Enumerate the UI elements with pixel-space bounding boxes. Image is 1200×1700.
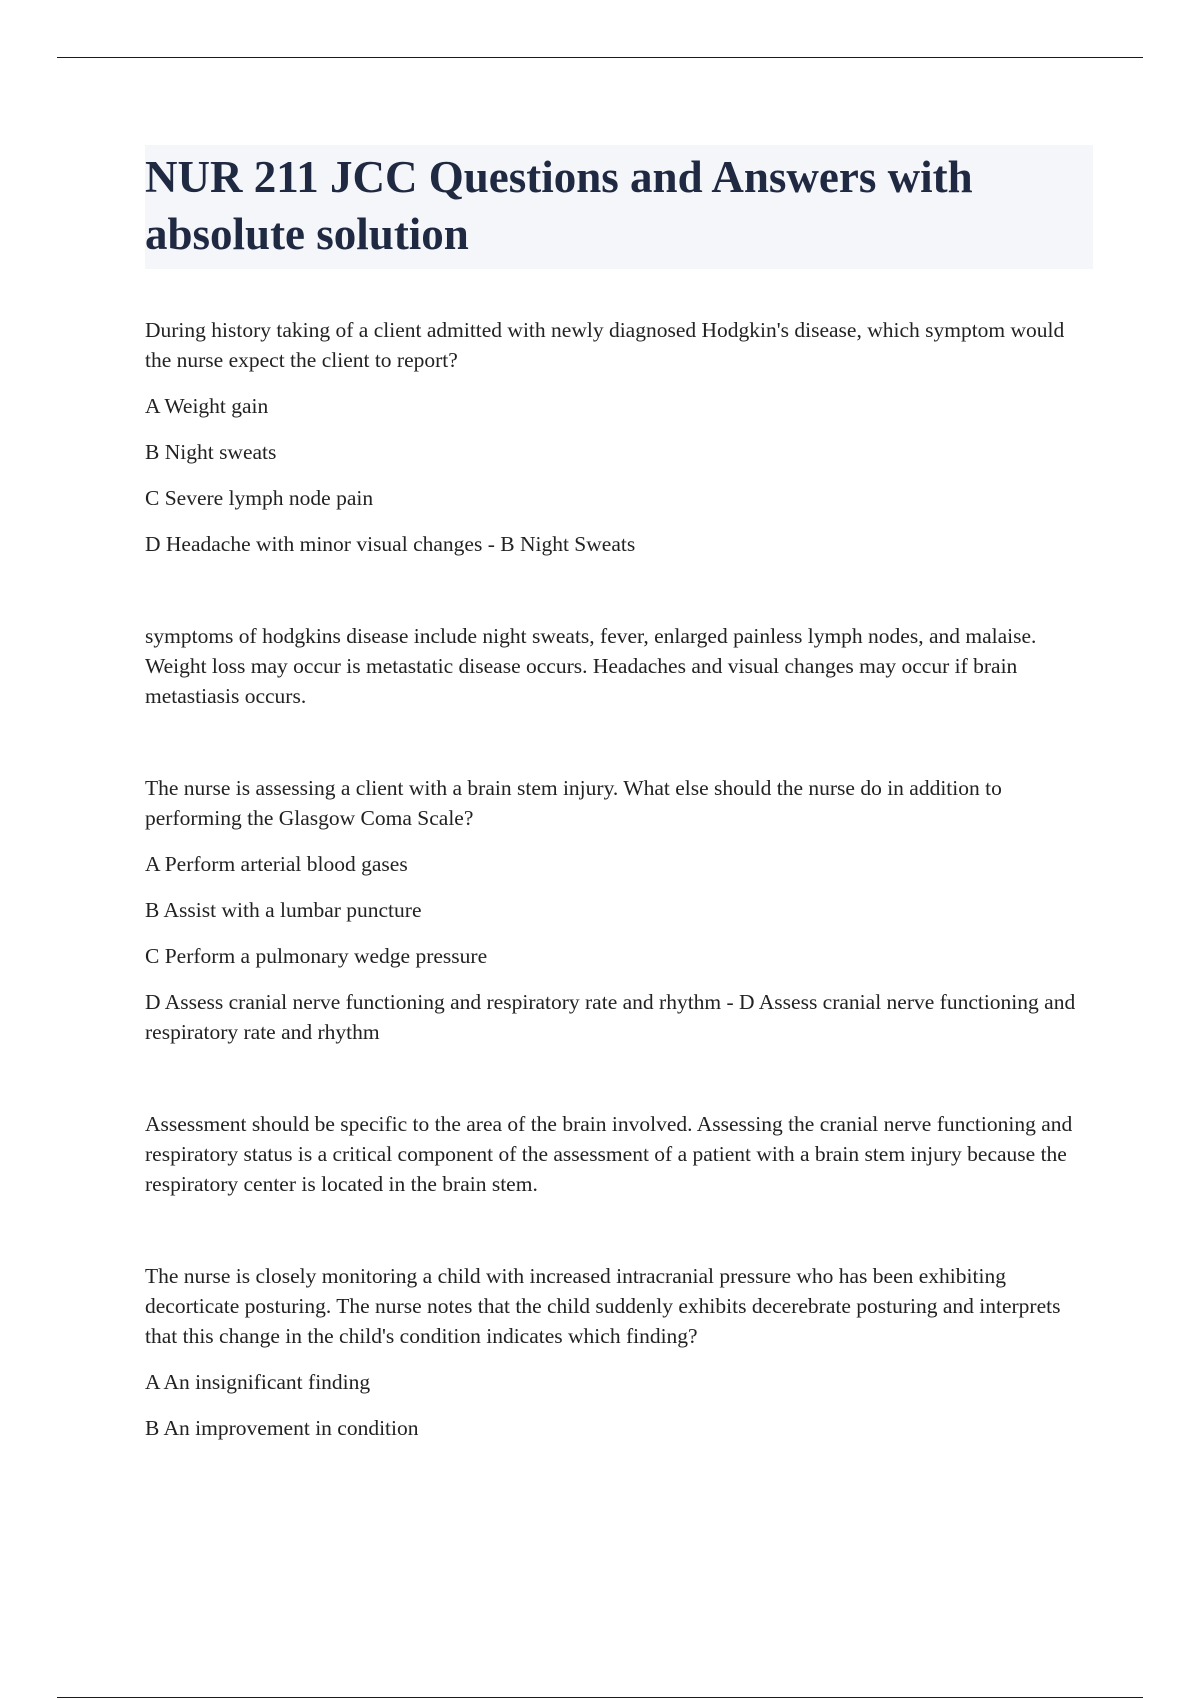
question-text: The nurse is assessing a client with a brain stem injury. What else should the nurse do in addition to performing the Glasgow Coma Scale? [145, 776, 1002, 830]
question-text: During history taking of a client admitted with newly diagnosed Hodgkin's disease, which symptom would the nurse expect the client to report? [145, 318, 1065, 372]
document-body [145, 145, 1095, 1459]
bottom-divider [57, 1697, 1143, 1698]
document-title: NUR 211 JCC Questions and Answers with absolute solution [145, 152, 973, 259]
answer-option: A Weight gain [145, 394, 269, 418]
answer-option: B Assist with a lumbar puncture [145, 898, 422, 922]
question-block-2 [145, 773, 1095, 1199]
answer-explanation: Assessment should be specific to the area of the brain involved. Assessing the cranial nerve functioning and respiratory status is a critical component of the assessment of a patient with a brain stem injury because the respiratory center is located in the brain stem. [145, 1112, 1073, 1196]
answer-option: C Severe lymph node pain [145, 486, 374, 510]
answer-option: C Perform a pulmonary wedge pressure [145, 944, 488, 968]
top-divider [57, 57, 1143, 58]
question-block-3 [145, 1261, 1095, 1443]
answer-option-with-answer: D Headache with minor visual changes - B Night Sweats [145, 532, 636, 556]
question-block-1 [145, 315, 1095, 711]
answer-option-with-answer: D Assess cranial nerve functioning and respiratory rate and rhythm - D Assess cranial nerve functioning and respiratory rate and rhythm [145, 990, 1076, 1044]
answer-option: A Perform arterial blood gases [145, 852, 408, 876]
question-text: The nurse is closely monitoring a child with increased intracranial pressure who has been exhibiting decorticate posturing. The nurse notes that the child suddenly exhibits decerebrate posturing and interprets that this change in the child's condition indicates which finding? [145, 1264, 1061, 1348]
answer-option: B An improvement in condition [145, 1416, 419, 1440]
answer-option: A An insignificant finding [145, 1370, 371, 1394]
title-block [145, 145, 1093, 269]
answer-option: B Night sweats [145, 440, 277, 464]
answer-explanation: symptoms of hodgkins disease include night sweats, fever, enlarged painless lymph nodes, and malaise. Weight loss may occur is metastatic disease occurs. Headaches and visual changes may occur if brain metastiasis occurs. [145, 624, 1037, 708]
